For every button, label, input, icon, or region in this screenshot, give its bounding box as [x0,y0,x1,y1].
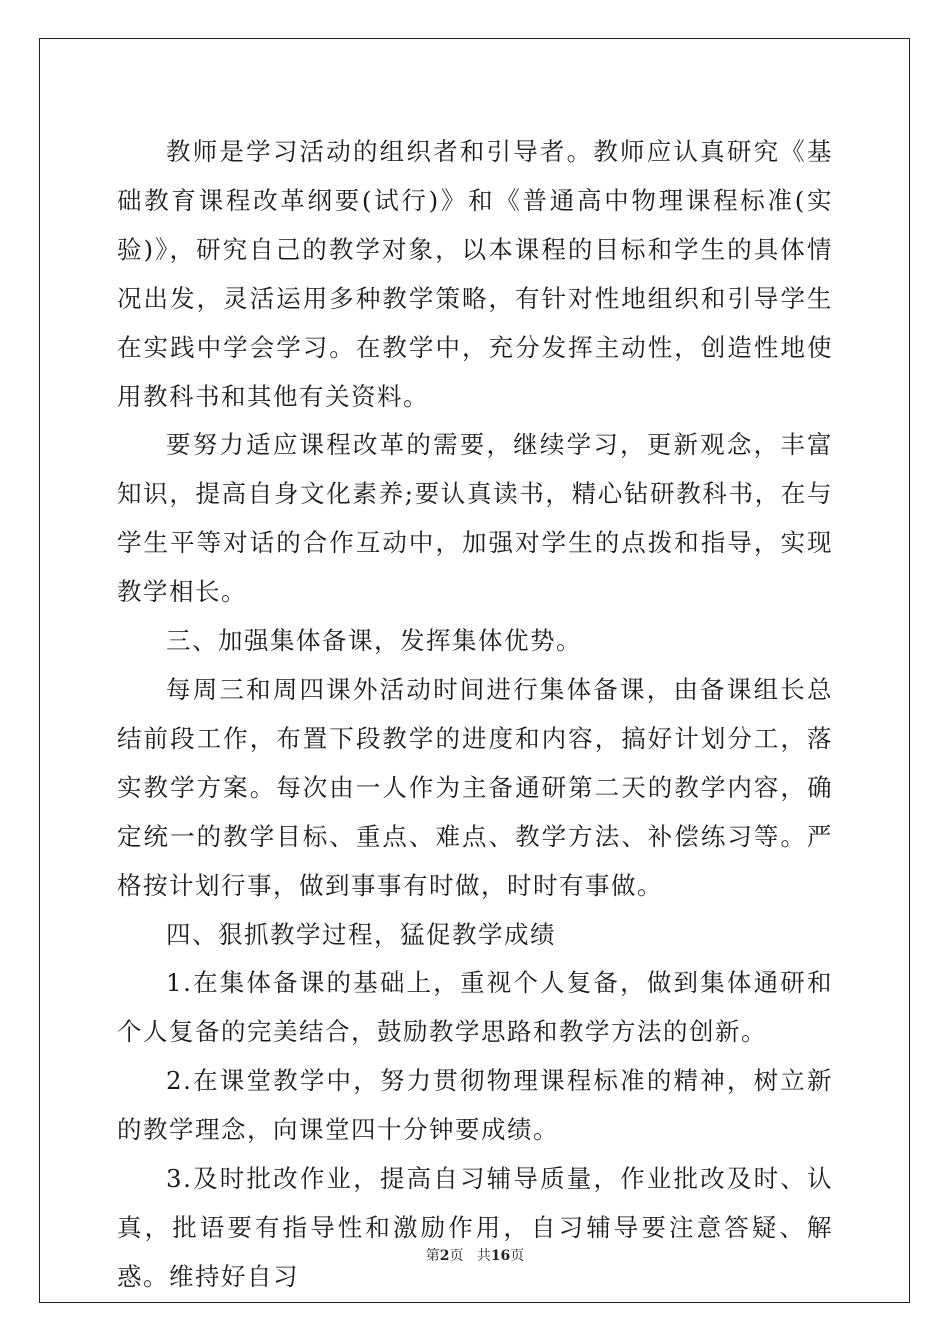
total-prefix: 共 [476,1248,491,1264]
page-prefix: 第 [425,1248,440,1264]
list-item-3: 3.及时批改作业，提高自习辅导质量，作业批改及时、认真，批语要有指导性和激励作用，自习辅导要注意答疑、解惑。维持好自习 [117,1164,833,1291]
heading-section-three: 三、加强集体备课，发挥集体优势。 [166,626,582,656]
page-footer [0,1245,950,1265]
total-suffix: 页 [510,1248,525,1264]
paragraph-teacher-role: 教师是学习活动的组织者和引导者。教师应认真研究《基础教育课程改革纲要(试行)》和《普通高中物理课程标准(实验)》，研究自己的教学对象，以本课程的目标和学生的具体情况出发，灵活运用多种教学策略，有针对性地组织和引导学生在实践中学会学习。在教学中，充分发挥主动性，创造性地使用教科书和其他有关资料。 [117,137,833,411]
list-item-1: 1.在集体备课的基础上，重视个人复备，做到集体通研和个人复备的完美结合，鼓励教学思路和教学方法的创新。 [117,968,833,1047]
list-item-2: 2.在课堂教学中，努力贯彻物理课程标准的精神，树立新的教学理念，向课堂四十分钟要成绩。 [117,1066,833,1145]
heading-section-four: 四、狠抓教学过程，猛促教学成绩 [166,919,556,949]
document-body [117,128,833,1302]
page-suffix: 页 [449,1248,464,1264]
paragraph-curriculum-reform: 要努力适应课程改革的需要，继续学习，更新观念，丰富知识，提高自身文化素养;要认真读书，精心钻研教科书，在与学生平等对话的合作互动中，加强对学生的点拨和指导，实现教学相长。 [117,430,833,607]
paragraph-collective-prep: 每周三和周四课外活动时间进行集体备课，由备课组长总结前段工作，布置下段教学的进度和内容，搞好计划分工，落实教学方案。每次由一人作为主备通研第二天的教学内容，确定统一的教学目标、重点、难点、教学方法、补偿练习等。严格按计划行事，做到事事有时做，时时有事做。 [117,674,833,900]
page-number: 2 [439,1248,450,1264]
total-pages: 16 [490,1248,511,1264]
